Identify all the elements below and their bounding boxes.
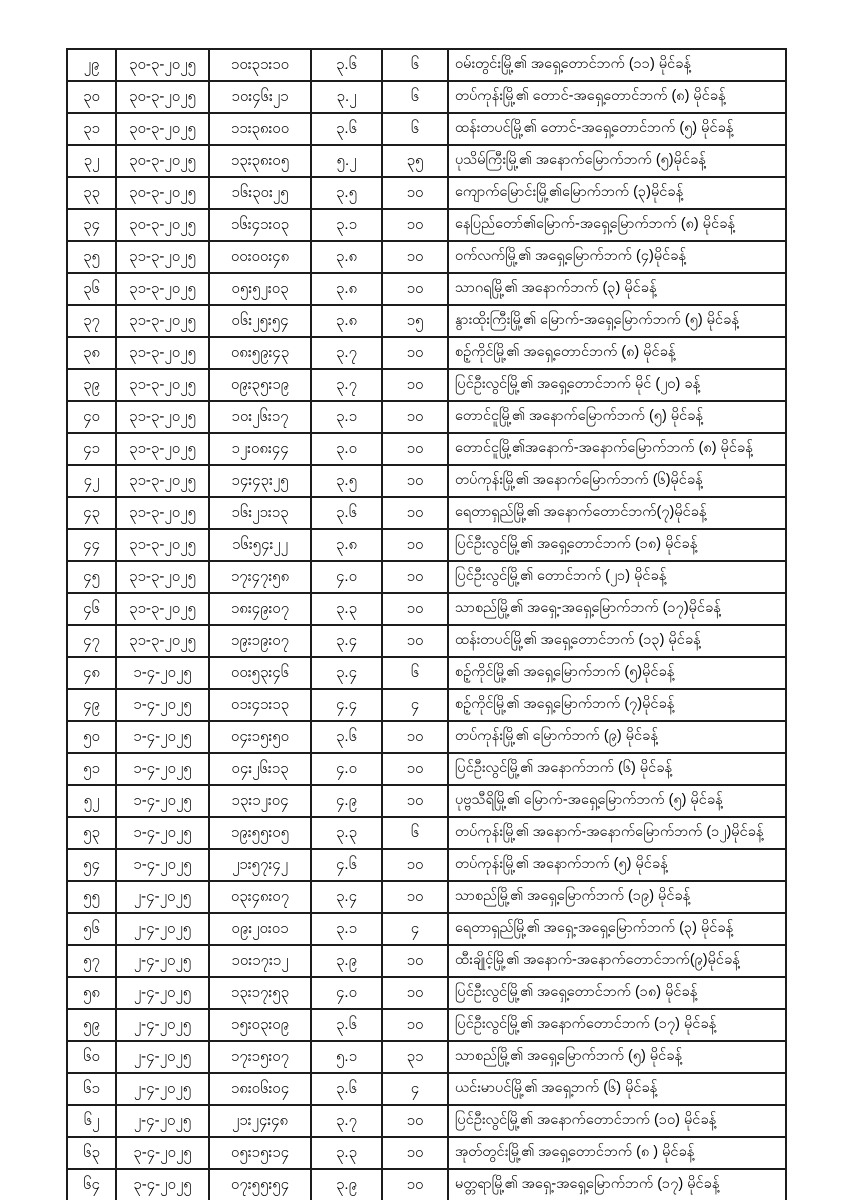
table-row [67, 49, 786, 81]
location-cell: ကျောက်မြောင်းမြို့၏မြောက်ဘက် (၃)မိုင်ခန့် [448, 177, 786, 209]
location-cell: ထန်းတပင်မြို့၏ တောင်-အရှေ့တောင်ဘက် (၅) မိုင်ခန့် [448, 113, 786, 145]
table-row [67, 401, 786, 433]
location-cell: သာစည်မြို့၏ အရှေ့မြောက်ဘက် (၅) မိုင်ခန့် [448, 1041, 786, 1073]
magnitude-cell: ၃.၅ [311, 465, 382, 497]
depth-cell: ၁၀ [382, 337, 448, 369]
time-cell: ၁၇း၄၇း၅၈ [209, 561, 311, 593]
row-number-cell: ၅၀ [67, 721, 116, 753]
table-row [67, 529, 786, 561]
time-cell: ၁၀း၂၆း၁၇ [209, 401, 311, 433]
row-number-cell: ၄၂ [67, 465, 116, 497]
depth-cell: ၁၀ [382, 1137, 448, 1169]
date-cell: ၃၁-၃-၂၀၂၅ [116, 273, 209, 305]
depth-cell: ၁၀ [382, 593, 448, 625]
table-row [67, 657, 786, 689]
row-number-cell: ၃၉ [67, 369, 116, 401]
time-cell: ၀၄း၁၅း၅၀ [209, 721, 311, 753]
time-cell: ၁၈း၄၉း၀၇ [209, 593, 311, 625]
location-cell: စဉ့်ကိုင်မြို့၏ အရှေ့တောင်ဘက် (၈) မိုင်ခန့် [448, 337, 786, 369]
date-cell: ၃၁-၃-၂၀၂၅ [116, 561, 209, 593]
magnitude-cell: ၃.၃ [311, 1137, 382, 1169]
depth-cell: ၁၀ [382, 209, 448, 241]
location-cell: ဝက်လက်မြို့၏ အရှေ့မြောက်ဘက် (၄)မိုင်ခန့် [448, 241, 786, 273]
date-cell: ၃၁-၃-၂၀၂၅ [116, 369, 209, 401]
depth-cell: ၁၀ [382, 177, 448, 209]
date-cell: ၂-၄-၂၀၂၅ [116, 1105, 209, 1137]
magnitude-cell: ၃.၆ [311, 113, 382, 145]
table-row [67, 241, 786, 273]
table-row [67, 337, 786, 369]
location-cell: တပ်ကုန်းမြို့၏ အနောက်ဘက် (၅) မိုင်ခန့် [448, 849, 786, 881]
date-cell: ၁-၄-၂၀၂၅ [116, 753, 209, 785]
depth-cell: ၆ [382, 81, 448, 113]
magnitude-cell: ၃.၇ [311, 369, 382, 401]
depth-cell: ၁၀ [382, 785, 448, 817]
magnitude-cell: ၃.၄ [311, 881, 382, 913]
time-cell: ၁၆း၂၁း၁၃ [209, 497, 311, 529]
location-cell: ထန်းတပင်မြို့၏ အရှေ့တောင်ဘက် (၁၃) မိုင်ခန့် [448, 625, 786, 657]
location-cell: အုတ်တွင်းမြို့၏ အရှေ့တောင်ဘက် (၈ ) မိုင်ခန့် [448, 1137, 786, 1169]
depth-cell: ၆ [382, 657, 448, 689]
magnitude-cell: ၄.၄ [311, 689, 382, 721]
magnitude-cell: ၃.၄ [311, 625, 382, 657]
time-cell: ၀၁း၄၁း၁၃ [209, 689, 311, 721]
location-cell: ပြင်ဦးလွင်မြို့၏ အရှေ့တောင်ဘက် (၁၈) မိုင်ခန့် [448, 977, 786, 1009]
magnitude-cell: ၃.၈ [311, 241, 382, 273]
time-cell: ၁၇း၁၅း၀၇ [209, 1041, 311, 1073]
magnitude-cell: ၃.၃ [311, 817, 382, 849]
date-cell: ၂-၄-၂၀၂၅ [116, 1009, 209, 1041]
magnitude-cell: ၃.၉ [311, 945, 382, 977]
magnitude-cell: ၃.၅ [311, 177, 382, 209]
depth-cell: ၁၀ [382, 369, 448, 401]
row-number-cell: ၂၉ [67, 49, 116, 81]
date-cell: ၃၁-၃-၂၀၂၅ [116, 497, 209, 529]
time-cell: ၁၄း၄၃း၂၅ [209, 465, 311, 497]
magnitude-cell: ၃.၇ [311, 1105, 382, 1137]
table-row [67, 785, 786, 817]
date-cell: ၂-၄-၂၀၂၅ [116, 881, 209, 913]
row-number-cell: ၅၈ [67, 977, 116, 1009]
magnitude-cell: ၃.၉ [311, 1169, 382, 1200]
row-number-cell: ၅၉ [67, 1009, 116, 1041]
time-cell: ၁၆း၄၁း၀၃ [209, 209, 311, 241]
location-cell: တပ်ကုန်းမြို့၏ အနောက်မြောက်ဘက် (၆)မိုင်ခန့် [448, 465, 786, 497]
table-row [67, 561, 786, 593]
row-number-cell: ၃၅ [67, 241, 116, 273]
row-number-cell: ၄၀ [67, 401, 116, 433]
table-row [67, 113, 786, 145]
date-cell: ၃၁-၃-၂၀၂၅ [116, 465, 209, 497]
depth-cell: ၁၀ [382, 273, 448, 305]
table-row [67, 273, 786, 305]
time-cell: ၀၇း၅၅း၅၄ [209, 1169, 311, 1200]
table-row [67, 1009, 786, 1041]
magnitude-cell: ၃.၈ [311, 305, 382, 337]
date-cell: ၃-၄-၂၀၂၅ [116, 1169, 209, 1200]
magnitude-cell: ၃.၁ [311, 913, 382, 945]
magnitude-cell: ၃.၆ [311, 1073, 382, 1105]
table-row [67, 689, 786, 721]
location-cell: တပ်ကုန်းမြို့၏ အနောက်-အနောက်မြောက်ဘက် (၁၂)မိုင်ခန့် [448, 817, 786, 849]
depth-cell: ၁၀ [382, 753, 448, 785]
date-cell: ၃၀-၃-၂၀၂၅ [116, 113, 209, 145]
date-cell: ၂-၄-၂၀၂၅ [116, 913, 209, 945]
magnitude-cell: ၃.၈ [311, 273, 382, 305]
row-number-cell: ၅၄ [67, 849, 116, 881]
table-row [67, 945, 786, 977]
time-cell: ၂၁း၅၇း၄၂ [209, 849, 311, 881]
magnitude-cell: ၃.၆ [311, 1009, 382, 1041]
depth-cell: ၆ [382, 113, 448, 145]
table-row [67, 913, 786, 945]
depth-cell: ၁၀ [382, 465, 448, 497]
location-cell: ဝမ်းတွင်းမြို့၏ အရှေ့တောင်ဘက် (၁၁) မိုင်ခန့် [448, 49, 786, 81]
depth-cell: ၁၀ [382, 849, 448, 881]
row-number-cell: ၄၁ [67, 433, 116, 465]
location-cell: နွားထိုးကြီးမြို့၏ မြောက်-အရှေ့မြောက်ဘက် (၅) မိုင်ခန့် [448, 305, 786, 337]
time-cell: ၁၉း၁၉း၀၇ [209, 625, 311, 657]
date-cell: ၃၀-၃-၂၀၂၅ [116, 177, 209, 209]
table-row [67, 1169, 786, 1200]
depth-cell: ၄ [382, 689, 448, 721]
time-cell: ၁၂း၀၈း၄၄ [209, 433, 311, 465]
table-row [67, 209, 786, 241]
location-cell: ထီးချိုင့်မြို့၏ အနောက်-အနောက်တောင်ဘက်(၉)မိုင်ခန့် [448, 945, 786, 977]
table-row [67, 1137, 786, 1169]
depth-cell: ၁၀ [382, 625, 448, 657]
table-row [67, 625, 786, 657]
location-cell: စဉ့်ကိုင်မြို့၏ အရှေ့မြောက်ဘက် (၇)မိုင်ခန့် [448, 689, 786, 721]
magnitude-cell: ၃.၄ [311, 657, 382, 689]
table-row [67, 497, 786, 529]
time-cell: ၁၆း၅၄း၂၂ [209, 529, 311, 561]
magnitude-cell: ၃.၁ [311, 209, 382, 241]
magnitude-cell: ၄.၀ [311, 977, 382, 1009]
location-cell: တပ်ကုန်းမြို့၏ မြောက်ဘက် (၉) မိုင်ခန့် [448, 721, 786, 753]
location-cell: သာစည်မြို့၏ အရှေ့-အရှေ့မြောက်ဘက် (၁၇)မိုင်ခန့် [448, 593, 786, 625]
row-number-cell: ၄၅ [67, 561, 116, 593]
row-number-cell: ၄၉ [67, 689, 116, 721]
row-number-cell: ၃၆ [67, 273, 116, 305]
date-cell: ၃၁-၃-၂၀၂၅ [116, 305, 209, 337]
magnitude-cell: ၃.၁ [311, 401, 382, 433]
time-cell: ၀၄း၂၆း၁၃ [209, 753, 311, 785]
depth-cell: ၄ [382, 1073, 448, 1105]
date-cell: ၂-၄-၂၀၂၅ [116, 977, 209, 1009]
magnitude-cell: ၃.၇ [311, 337, 382, 369]
date-cell: ၁-၄-၂၀၂၅ [116, 657, 209, 689]
location-cell: တောင်ငူမြို့၏အနောက်-အနောက်မြောက်ဘက် (၈) မိုင်ခန့် [448, 433, 786, 465]
time-cell: ၁၀း၁၇း၁၂ [209, 945, 311, 977]
earthquake-records-table [66, 48, 787, 1200]
depth-cell: ၁၀ [382, 529, 448, 561]
row-number-cell: ၅၁ [67, 753, 116, 785]
date-cell: ၃၁-၃-၂၀၂၅ [116, 337, 209, 369]
time-cell: ၂၁း၂၄း၄၈ [209, 1105, 311, 1137]
time-cell: ၁၀း၃၁း၁၀ [209, 49, 311, 81]
table-row [67, 881, 786, 913]
location-cell: တပ်ကုန်းမြို့၏ တောင်-အရှေ့တောင်ဘက် (၈) မိုင်ခန့် [448, 81, 786, 113]
row-number-cell: ၆၀ [67, 1041, 116, 1073]
table-body [67, 49, 786, 1200]
time-cell: ၁၁း၃၈း၀၀ [209, 113, 311, 145]
time-cell: ၀၅း၅၂း၀၃ [209, 273, 311, 305]
depth-cell: ၄ [382, 913, 448, 945]
table-row [67, 369, 786, 401]
row-number-cell: ၆၁ [67, 1073, 116, 1105]
date-cell: ၃၁-၃-၂၀၂၅ [116, 593, 209, 625]
location-cell: မတ္တရာမြို့၏ အရှေ့-အရှေ့မြောက်ဘက် (၁၇) မိုင်ခန့် [448, 1169, 786, 1200]
time-cell: ၁၃း၃၈း၀၅ [209, 145, 311, 177]
time-cell: ၁၈း၀၆း၀၄ [209, 1073, 311, 1105]
date-cell: ၃၀-၃-၂၀၂၅ [116, 209, 209, 241]
row-number-cell: ၃၀ [67, 81, 116, 113]
row-number-cell: ၃၁ [67, 113, 116, 145]
depth-cell: ၁၅ [382, 305, 448, 337]
row-number-cell: ၃၂ [67, 145, 116, 177]
row-number-cell: ၆၃ [67, 1137, 116, 1169]
date-cell: ၃၀-၃-၂၀၂၅ [116, 49, 209, 81]
date-cell: ၃၁-၃-၂၀၂၅ [116, 401, 209, 433]
depth-cell: ၁၀ [382, 721, 448, 753]
depth-cell: ၁၀ [382, 945, 448, 977]
magnitude-cell: ၃.၃ [311, 593, 382, 625]
time-cell: ၀၅း၁၅း၁၄ [209, 1137, 311, 1169]
location-cell: ရေတာရှည်မြို့၏ အရှေ့-အရှေ့မြောက်ဘက် (၃) မိုင်ခန့် [448, 913, 786, 945]
date-cell: ၃၀-၃-၂၀၂၅ [116, 81, 209, 113]
magnitude-cell: ၃.၀ [311, 433, 382, 465]
magnitude-cell: ၃.၆ [311, 49, 382, 81]
depth-cell: ၁၀ [382, 881, 448, 913]
time-cell: ၁၀း၄၆း၂၁ [209, 81, 311, 113]
date-cell: ၃၀-၃-၂၀၂၅ [116, 145, 209, 177]
row-number-cell: ၅၇ [67, 945, 116, 977]
time-cell: ၀၈း၅၉း၄၃ [209, 337, 311, 369]
table-row [67, 177, 786, 209]
date-cell: ၁-၄-၂၀၂၅ [116, 689, 209, 721]
time-cell: ၀၀း၅၃း၄၆ [209, 657, 311, 689]
table-row [67, 753, 786, 785]
location-cell: ယင်းမာပင်မြို့၏ အရှေ့ဘက် (၆) မိုင်ခန့် [448, 1073, 786, 1105]
magnitude-cell: ၃.၆ [311, 721, 382, 753]
row-number-cell: ၄၃ [67, 497, 116, 529]
table-row [67, 721, 786, 753]
magnitude-cell: ၃.၆ [311, 497, 382, 529]
date-cell: ၃-၄-၂၀၂၅ [116, 1137, 209, 1169]
date-cell: ၁-၄-၂၀၂၅ [116, 785, 209, 817]
time-cell: ၀၀း၀၀း၄၈ [209, 241, 311, 273]
table-row [67, 1073, 786, 1105]
depth-cell: ၁၀ [382, 401, 448, 433]
row-number-cell: ၃၃ [67, 177, 116, 209]
location-cell: ပြင်ဦးလွင်မြို့၏ အရှေ့တောင်ဘက် မိုင် (၂၀) ခန့် [448, 369, 786, 401]
time-cell: ၁၉း၅၅း၀၅ [209, 817, 311, 849]
table-row [67, 849, 786, 881]
row-number-cell: ၄၈ [67, 657, 116, 689]
location-cell: သာစည်မြို့၏ အရှေ့မြောက်ဘက် (၁၉) မိုင်ခန့် [448, 881, 786, 913]
location-cell: ပုသိမ်ကြီးမြို့၏ အနောက်မြောက်ဘက် (၅)မိုင်ခန့် [448, 145, 786, 177]
depth-cell: ၃၁ [382, 1041, 448, 1073]
time-cell: ၁၃း၁၂း၀၄ [209, 785, 311, 817]
magnitude-cell: ၅.၁ [311, 1041, 382, 1073]
table-row [67, 81, 786, 113]
depth-cell: ၁၀ [382, 1105, 448, 1137]
magnitude-cell: ၄.၀ [311, 561, 382, 593]
depth-cell: ၁၀ [382, 433, 448, 465]
table-row [67, 1105, 786, 1137]
time-cell: ၀၉း၃၅း၁၉ [209, 369, 311, 401]
location-cell: ပြင်ဦးလွင်မြို့၏ အနောက်တောင်ဘက် (၁၀) မိုင်ခန့် [448, 1105, 786, 1137]
date-cell: ၂-၄-၂၀၂၅ [116, 1073, 209, 1105]
date-cell: ၁-၄-၂၀၂၅ [116, 849, 209, 881]
date-cell: ၃၁-၃-၂၀၂၅ [116, 241, 209, 273]
row-number-cell: ၅၃ [67, 817, 116, 849]
location-cell: နေပြည်တော်၏မြောက်-အရှေ့မြောက်ဘက် (၈) မိုင်ခန့် [448, 209, 786, 241]
table-row [67, 977, 786, 1009]
depth-cell: ၆ [382, 817, 448, 849]
magnitude-cell: ၄.၆ [311, 849, 382, 881]
table-row [67, 593, 786, 625]
depth-cell: ၁၀ [382, 1009, 448, 1041]
row-number-cell: ၆၂ [67, 1105, 116, 1137]
depth-cell: ၁၀ [382, 561, 448, 593]
magnitude-cell: ၄.၀ [311, 753, 382, 785]
location-cell: စဉ့်ကိုင်မြို့၏ အရှေ့မြောက်ဘက် (၅)မိုင်ခန့် [448, 657, 786, 689]
time-cell: ၀၃း၄၈း၀၇ [209, 881, 311, 913]
row-number-cell: ၄၆ [67, 593, 116, 625]
time-cell: ၀၆း၂၅း၅၄ [209, 305, 311, 337]
magnitude-cell: ၃.၈ [311, 529, 382, 561]
magnitude-cell: ၅.၂ [311, 145, 382, 177]
date-cell: ၃၁-၃-၂၀၂၅ [116, 529, 209, 561]
table-row [67, 145, 786, 177]
date-cell: ၂-၄-၂၀၂၅ [116, 1041, 209, 1073]
time-cell: ၀၉း၂၀း၀၁ [209, 913, 311, 945]
depth-cell: ၁၀ [382, 977, 448, 1009]
row-number-cell: ၃၄ [67, 209, 116, 241]
magnitude-cell: ၃.၂ [311, 81, 382, 113]
time-cell: ၁၆း၃၀း၂၅ [209, 177, 311, 209]
row-number-cell: ၅၆ [67, 913, 116, 945]
row-number-cell: ၆၄ [67, 1169, 116, 1200]
location-cell: ရေတာရှည်မြို့၏ အနောက်တောင်ဘက်(၇)မိုင်ခန့် [448, 497, 786, 529]
location-cell: သာဂရမြို့၏ အနောက်ဘက် (၃) မိုင်ခန့် [448, 273, 786, 305]
depth-cell: ၆ [382, 49, 448, 81]
time-cell: ၁၃း၁၇း၅၃ [209, 977, 311, 1009]
table-row [67, 305, 786, 337]
location-cell: တောင်ငူမြို့၏ အနောက်မြောက်ဘက် (၅) မိုင်ခန့် [448, 401, 786, 433]
time-cell: ၁၅း၀၃း၀၉ [209, 1009, 311, 1041]
date-cell: ၁-၄-၂၀၂၅ [116, 721, 209, 753]
location-cell: ပြင်ဦးလွင်မြို့၏ တောင်ဘက် (၂၁) မိုင်ခန့် [448, 561, 786, 593]
row-number-cell: ၄၇ [67, 625, 116, 657]
location-cell: ပြင်ဦးလွင်မြို့၏ အနောက်တောင်ဘက် (၁၇) မိုင်ခန့် [448, 1009, 786, 1041]
table-row [67, 817, 786, 849]
row-number-cell: ၄၄ [67, 529, 116, 561]
row-number-cell: ၅၂ [67, 785, 116, 817]
location-cell: ပုဗ္ဗသီရိမြို့၏ မြောက်-အရှေ့မြောက်ဘက် (၅) မိုင်ခန့် [448, 785, 786, 817]
magnitude-cell: ၄.၉ [311, 785, 382, 817]
depth-cell: ၁၀ [382, 497, 448, 529]
location-cell: ပြင်ဦးလွင်မြို့၏ အနောက်ဘက် (၆) မိုင်ခန့် [448, 753, 786, 785]
row-number-cell: ၃၇ [67, 305, 116, 337]
depth-cell: ၃၅ [382, 145, 448, 177]
date-cell: ၂-၄-၂၀၂၅ [116, 945, 209, 977]
table-row [67, 1041, 786, 1073]
table-row [67, 433, 786, 465]
table-row [67, 465, 786, 497]
date-cell: ၁-၄-၂၀၂၅ [116, 817, 209, 849]
depth-cell: ၁၀ [382, 1169, 448, 1200]
date-cell: ၃၁-၃-၂၀၂၅ [116, 625, 209, 657]
row-number-cell: ၅၅ [67, 881, 116, 913]
row-number-cell: ၃၈ [67, 337, 116, 369]
depth-cell: ၁၀ [382, 241, 448, 273]
location-cell: ပြင်ဦးလွင်မြို့၏ အရှေ့တောင်ဘက် (၁၈) မိုင်ခန့် [448, 529, 786, 561]
date-cell: ၃၁-၃-၂၀၂၅ [116, 433, 209, 465]
